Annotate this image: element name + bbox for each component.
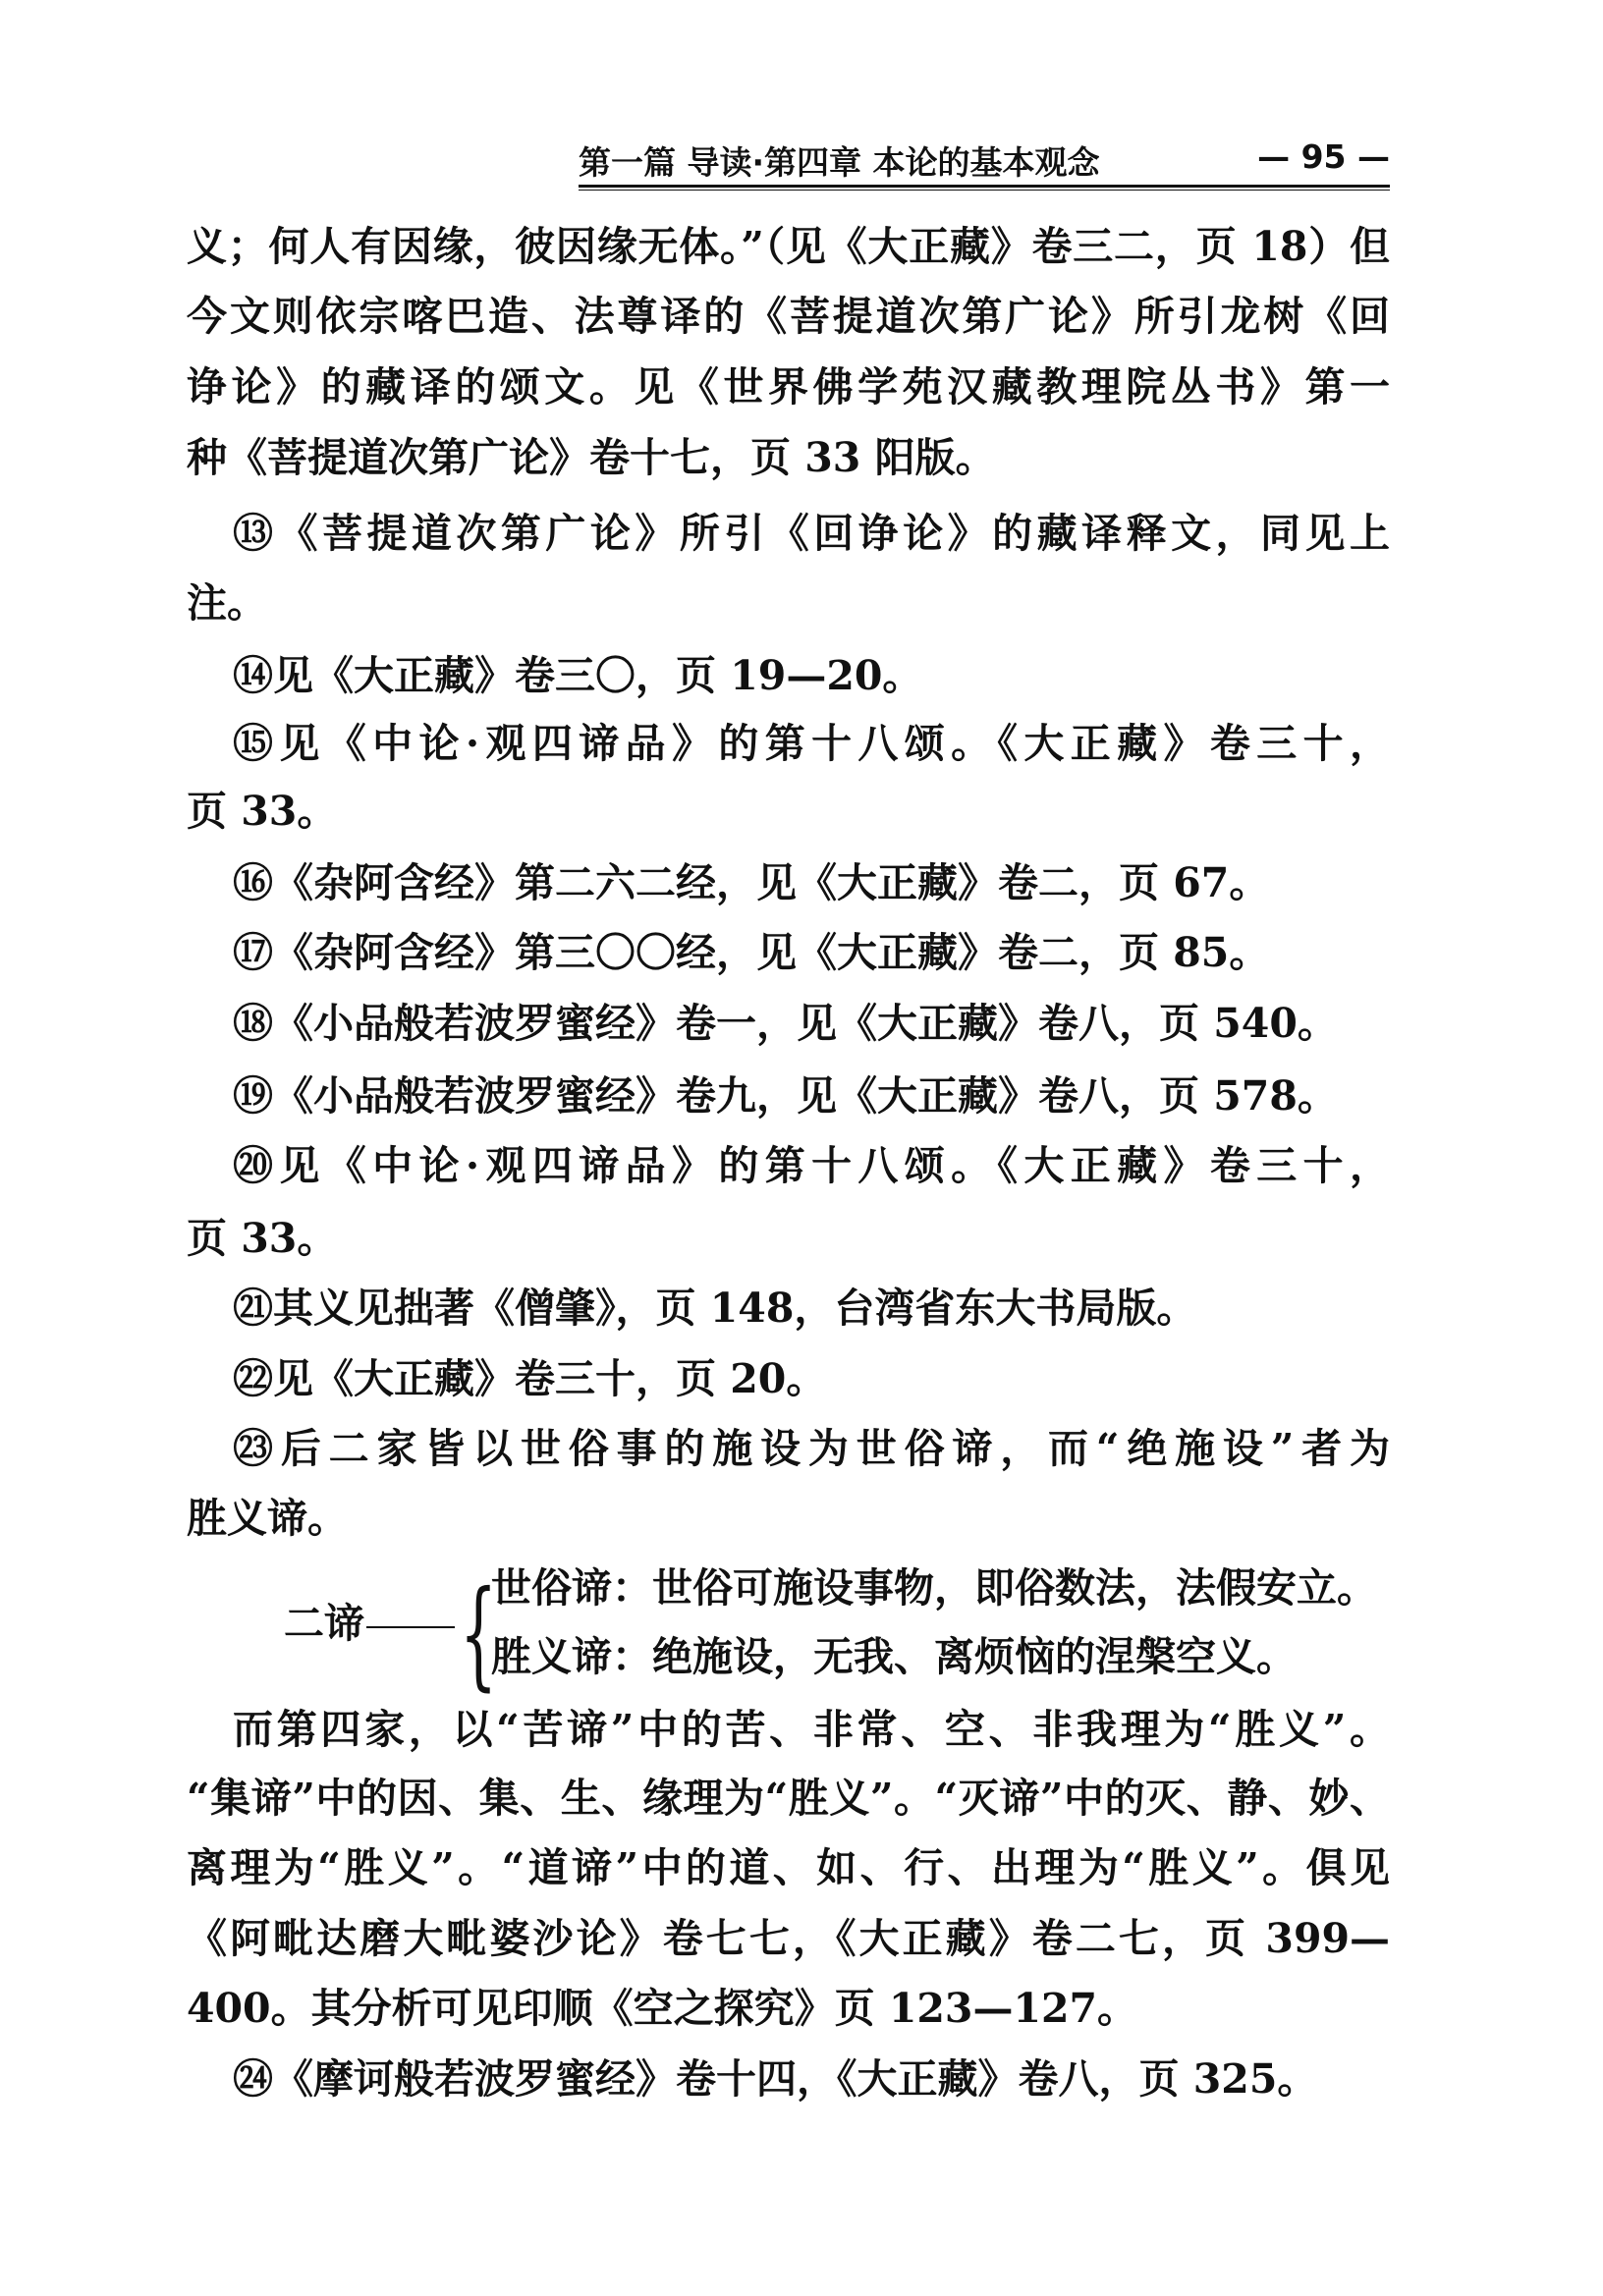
- diagram-item: 世俗谛：世俗可施设事物，即俗数法，法假安立。: [491, 1564, 1377, 1612]
- header-rule: [579, 185, 1390, 188]
- text-line: 义；何人有因缘，彼因缘无体。”（见《大正藏》卷三二，页 18）但: [187, 223, 1390, 270]
- footnote-22: ㉒见《大正藏》卷三十，页 20。: [233, 1355, 827, 1402]
- text-line: 诤论》的藏译的颂文。见《世界佛学苑汉藏教理院丛书》第一: [187, 363, 1390, 410]
- running-header: [579, 137, 1390, 184]
- footnote-18: ⑱《小品般若波罗蜜经》卷一，见《大正藏》卷八，页 540。: [233, 1000, 1338, 1047]
- footnote-19: ⑲《小品般若波罗蜜经》卷九，见《大正藏》卷八，页 578。: [233, 1072, 1338, 1120]
- diagram-root-label: 二谛: [284, 1600, 364, 1647]
- header-title: 第一篇 导读·第四章 本论的基本观念: [579, 143, 1100, 182]
- text-line: 种《菩提道次第广论》卷十七，页 33 阳版。: [187, 434, 996, 481]
- footnote-15: ⑮见《中论·观四谛品》的第十八颂。《大正藏》卷三十，: [233, 720, 1390, 767]
- page-number: — 95 —: [1257, 137, 1390, 176]
- text-line: 今文则依宗喀巴造、法尊译的《菩提道次第广论》所引龙树《回: [187, 293, 1390, 340]
- text-line: 离理为“胜义”。“道谛”中的道、如、行、出理为“胜义”。俱见: [187, 1844, 1390, 1891]
- text-line: “集谛”中的因、集、生、缘理为“胜义”。“灭谛”中的灭、静、妙、: [187, 1775, 1390, 1822]
- footnote-13: ⑬《菩提道次第广论》所引《回诤论》的藏译释文，同见上: [233, 510, 1390, 557]
- footnote-14: ⑭见《大正藏》卷三〇，页 19—20。: [233, 652, 923, 699]
- text-line: 而第四家，以“苦谛”中的苦、非常、空、非我理为“胜义”。: [233, 1706, 1390, 1753]
- header-rule-thin: [579, 190, 1390, 191]
- text-line: 页 33。: [187, 1215, 338, 1262]
- connector-line: [366, 1626, 455, 1628]
- footnote-16: ⑯《杂阿含经》第二六二经，见《大正藏》卷二，页 67。: [233, 859, 1270, 906]
- text-line: 胜义谛。: [187, 1495, 348, 1542]
- text-line: 页 33。: [187, 788, 338, 835]
- footnote-20: ⑳见《中论·观四谛品》的第十八颂。《大正藏》卷三十，: [233, 1142, 1390, 1189]
- text-line: 400。其分析可见印顺《空之探究》页 123—127。: [187, 1985, 1138, 2032]
- footnote-17: ⑰《杂阿含经》第三〇〇经，见《大正藏》卷二，页 85。: [233, 929, 1270, 976]
- text-line: 注。: [187, 579, 267, 627]
- footnote-23: ㉓后二家皆以世俗事的施设为世俗谛，而“绝施设”者为: [233, 1425, 1390, 1472]
- diagram-root: [284, 1599, 455, 1648]
- brace: {: [460, 1566, 498, 1703]
- footnote-21: ㉑其义见拙著《僧肇》，页 148，台湾省东大书局版。: [233, 1285, 1197, 1332]
- footnote-24: ㉔《摩诃般若波罗蜜经》卷十四，《大正藏》卷八，页 325。: [233, 2055, 1318, 2103]
- diagram-item: 胜义谛：绝施设，无我、离烦恼的涅槃空义。: [491, 1633, 1297, 1680]
- text-line: 《阿毗达磨大毗婆沙论》卷七七，《大正藏》卷二七，页 399—: [187, 1915, 1390, 1962]
